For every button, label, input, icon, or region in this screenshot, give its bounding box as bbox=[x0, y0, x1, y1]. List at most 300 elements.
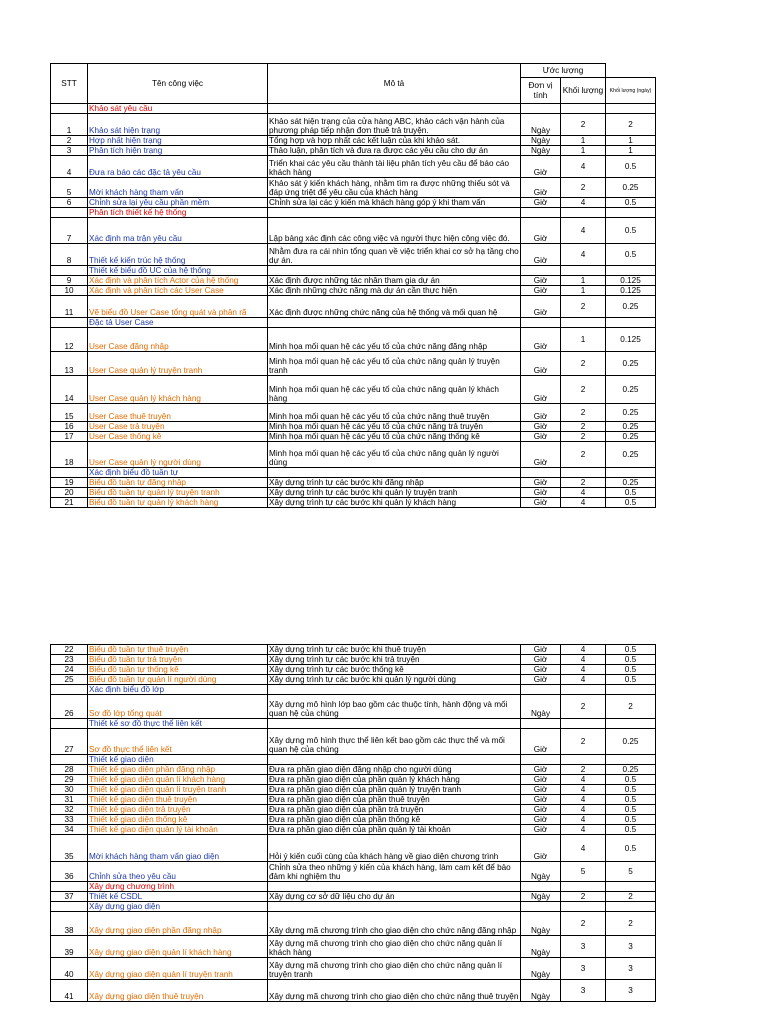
section-title: Xác định biểu đồ tuần tự bbox=[88, 468, 268, 478]
row-desc: Thảo luận, phân tích và đưa ra được các yêu cầu cho dự án bbox=[268, 146, 521, 156]
row-qty: 1 bbox=[561, 328, 606, 352]
row-qty: 2 bbox=[561, 695, 606, 719]
row-unit: Giờ bbox=[521, 835, 561, 862]
task-row bbox=[51, 244, 656, 266]
row-effort: 0.25 bbox=[606, 352, 656, 376]
row-qty: 2 bbox=[561, 765, 606, 775]
row-desc: Minh họa mối quan hệ các yếu tố của chức năng đăng nhập bbox=[268, 328, 521, 352]
section-row bbox=[51, 318, 656, 328]
row-qty bbox=[561, 882, 606, 892]
row-qty: 2 bbox=[561, 912, 606, 936]
row-effort: 0.25 bbox=[606, 432, 656, 442]
row-task: Sơ đồ lớp tổng quát bbox=[88, 695, 268, 719]
task-row bbox=[51, 815, 656, 825]
row-task: Đưa ra báo các đặc tả yêu cầu bbox=[88, 156, 268, 178]
row-desc: Hỏi ý kiến cuối cùng của khách hàng về giao diện chương trình bbox=[268, 835, 521, 862]
row-desc: Xây dựng mô hình lớp bao gồm các thuộc tính, hành động và mối quan hệ của chúng bbox=[268, 695, 521, 719]
row-qty: 2 bbox=[561, 376, 606, 404]
row-effort: 1 bbox=[606, 146, 656, 156]
row-unit: Giờ bbox=[521, 328, 561, 352]
row-stt: 37 bbox=[51, 892, 88, 902]
row-qty: 2 bbox=[561, 892, 606, 902]
row-qty bbox=[561, 755, 606, 765]
row-task: Biểu đồ tuần tự quản lý khách hàng bbox=[88, 498, 268, 508]
task-row bbox=[51, 276, 656, 286]
row-unit: Ngày bbox=[521, 862, 561, 882]
row-qty bbox=[561, 719, 606, 729]
row-stt: 28 bbox=[51, 765, 88, 775]
row-desc bbox=[268, 208, 521, 218]
section-row bbox=[51, 902, 656, 912]
row-unit: Giờ bbox=[521, 156, 561, 178]
row-unit: Ngày bbox=[521, 695, 561, 719]
row-stt bbox=[51, 208, 88, 218]
row-unit bbox=[521, 318, 561, 328]
row-qty bbox=[561, 468, 606, 478]
section-row bbox=[51, 208, 656, 218]
row-stt bbox=[51, 755, 88, 765]
task-row bbox=[51, 825, 656, 835]
task-row bbox=[51, 912, 656, 936]
row-effort: 0.25 bbox=[606, 178, 656, 198]
row-unit: Giờ bbox=[521, 286, 561, 296]
row-stt: 29 bbox=[51, 775, 88, 785]
row-unit bbox=[521, 208, 561, 218]
row-qty: 4 bbox=[561, 825, 606, 835]
row-qty: 2 bbox=[561, 442, 606, 468]
row-qty bbox=[561, 902, 606, 912]
row-task: Xác định và phân tích các User Case bbox=[88, 286, 268, 296]
row-qty bbox=[561, 685, 606, 695]
task-row bbox=[51, 862, 656, 882]
row-qty: 2 bbox=[561, 296, 606, 318]
row-stt: 3 bbox=[51, 146, 88, 156]
row-unit: Giờ bbox=[521, 432, 561, 442]
row-task: Biểu đồ tuần tự quản lí người dùng bbox=[88, 675, 268, 685]
section-row bbox=[51, 882, 656, 892]
row-unit: Giờ bbox=[521, 478, 561, 488]
row-task: Thiết kế giao diện quản lí truyện tranh bbox=[88, 785, 268, 795]
row-desc: Triển khai các yêu cầu thành tài liệu phân tích yêu cầu để báo cáo khách hàng bbox=[268, 156, 521, 178]
row-effort: 0.25 bbox=[606, 376, 656, 404]
row-desc: Tổng hợp và hợp nhất các kết luận của khi khảo sát. bbox=[268, 136, 521, 146]
row-stt bbox=[51, 318, 88, 328]
row-desc: Khảo sát ý kiến khách hàng, nhằm tìm ra được những thiếu sót và đáp ứng triệt để yêu cầu của khách hàng bbox=[268, 178, 521, 198]
row-stt: 6 bbox=[51, 198, 88, 208]
row-stt bbox=[51, 266, 88, 276]
row-task: User Case thuê truyện bbox=[88, 404, 268, 422]
row-unit: Giờ bbox=[521, 178, 561, 198]
row-task: Xây dựng giao diện phần đăng nhập bbox=[88, 912, 268, 936]
row-qty: 4 bbox=[561, 665, 606, 675]
row-unit: Giờ bbox=[521, 352, 561, 376]
task-row bbox=[51, 936, 656, 958]
row-qty: 2 bbox=[561, 114, 606, 136]
task-row bbox=[51, 156, 656, 178]
row-unit bbox=[521, 719, 561, 729]
row-desc: Minh họa mối quan hệ các yếu tố của chức năng quản lý khách hàng bbox=[268, 376, 521, 404]
row-task: User Case đăng nhập bbox=[88, 328, 268, 352]
row-effort: 0.25 bbox=[606, 729, 656, 755]
section-row bbox=[51, 755, 656, 765]
row-desc: Đưa ra phần giao diện của phần thống kê bbox=[268, 815, 521, 825]
task-row bbox=[51, 178, 656, 198]
row-qty: 2 bbox=[561, 352, 606, 376]
row-stt: 33 bbox=[51, 815, 88, 825]
row-qty: 4 bbox=[561, 198, 606, 208]
section-title: Xây dựng chương trình bbox=[88, 882, 268, 892]
estimate-table-part-1 bbox=[50, 63, 656, 508]
row-desc: Xây dựng trình tự các bước khi thuê truyện bbox=[268, 645, 521, 655]
row-effort: 0.5 bbox=[606, 835, 656, 862]
row-effort bbox=[606, 266, 656, 276]
row-qty: 2 bbox=[561, 478, 606, 488]
row-unit: Giờ bbox=[521, 276, 561, 286]
row-effort: 0.25 bbox=[606, 422, 656, 432]
row-stt: 15 bbox=[51, 404, 88, 422]
row-desc bbox=[268, 882, 521, 892]
section-row bbox=[51, 719, 656, 729]
row-stt: 22 bbox=[51, 645, 88, 655]
row-task: Biểu đồ tuần tự trả truyện bbox=[88, 655, 268, 665]
row-unit: Giờ bbox=[521, 729, 561, 755]
row-desc: Khảo sát hiện trạng của cửa hàng ABC, khảo cách vận hành của phương pháp tiếp nhận đơn thuê trả truyện. bbox=[268, 114, 521, 136]
task-row bbox=[51, 665, 656, 675]
row-desc: Xây dựng trình tự các bước khi quản lý truyện tranh bbox=[268, 488, 521, 498]
row-task: Xác định ma trận yêu cầu bbox=[88, 218, 268, 244]
row-desc bbox=[268, 902, 521, 912]
row-effort: 0.5 bbox=[606, 645, 656, 655]
section-title: Khảo sát yêu cầu bbox=[88, 104, 268, 114]
row-stt: 16 bbox=[51, 422, 88, 432]
row-desc: Xây dựng mô hình thực thể liên kết bao gồm các thực thể và mối quan hệ của chúng bbox=[268, 729, 521, 755]
row-qty: 4 bbox=[561, 795, 606, 805]
row-unit bbox=[521, 685, 561, 695]
row-desc: Minh họa mối quan hệ các yếu tố của chức năng thuê truyện bbox=[268, 404, 521, 422]
row-task: User Case trả truyện bbox=[88, 422, 268, 432]
task-row bbox=[51, 478, 656, 488]
row-task: User Case thống kê bbox=[88, 432, 268, 442]
row-effort: 0.25 bbox=[606, 296, 656, 318]
row-unit bbox=[521, 902, 561, 912]
row-qty: 4 bbox=[561, 835, 606, 862]
row-qty bbox=[561, 208, 606, 218]
row-task: Thiết kế giao diện thống kê bbox=[88, 815, 268, 825]
row-effort: 0.5 bbox=[606, 785, 656, 795]
row-desc: Nhằm đưa ra cái nhìn tổng quan về việc triển khai cơ sở hạ tầng cho dự án. bbox=[268, 244, 521, 266]
section-row bbox=[51, 685, 656, 695]
row-desc: Xây dựng trình tự các bước khi quản lý người dùng bbox=[268, 675, 521, 685]
estimate-table-part-2 bbox=[50, 644, 656, 1002]
row-effort: 5 bbox=[606, 862, 656, 882]
task-row bbox=[51, 286, 656, 296]
task-row bbox=[51, 892, 656, 902]
row-unit: Giờ bbox=[521, 815, 561, 825]
row-effort: 2 bbox=[606, 695, 656, 719]
row-qty bbox=[561, 266, 606, 276]
row-unit: Ngày bbox=[521, 892, 561, 902]
row-qty: 2 bbox=[561, 432, 606, 442]
row-stt: 13 bbox=[51, 352, 88, 376]
row-unit: Giờ bbox=[521, 645, 561, 655]
row-qty: 1 bbox=[561, 136, 606, 146]
row-stt: 21 bbox=[51, 498, 88, 508]
row-stt: 5 bbox=[51, 178, 88, 198]
row-effort: 0.5 bbox=[606, 805, 656, 815]
row-desc bbox=[268, 755, 521, 765]
row-desc bbox=[268, 468, 521, 478]
row-stt: 26 bbox=[51, 695, 88, 719]
row-unit: Giờ bbox=[521, 785, 561, 795]
row-unit: Giờ bbox=[521, 805, 561, 815]
row-stt: 36 bbox=[51, 862, 88, 882]
row-effort bbox=[606, 755, 656, 765]
row-stt: 4 bbox=[51, 156, 88, 178]
row-stt: 31 bbox=[51, 795, 88, 805]
row-qty: 4 bbox=[561, 805, 606, 815]
row-stt bbox=[51, 882, 88, 892]
row-effort bbox=[606, 902, 656, 912]
section-row bbox=[51, 104, 656, 114]
task-row bbox=[51, 980, 656, 1002]
row-qty: 4 bbox=[561, 244, 606, 266]
task-row bbox=[51, 136, 656, 146]
row-effort bbox=[606, 318, 656, 328]
row-qty bbox=[561, 104, 606, 114]
row-stt: 34 bbox=[51, 825, 88, 835]
row-desc: Xác định được những chức năng của hệ thống và mối quan hệ bbox=[268, 296, 521, 318]
row-unit bbox=[521, 104, 561, 114]
row-qty: 4 bbox=[561, 498, 606, 508]
task-row bbox=[51, 498, 656, 508]
row-unit: Ngày bbox=[521, 114, 561, 136]
row-desc bbox=[268, 104, 521, 114]
row-stt bbox=[51, 902, 88, 912]
task-row bbox=[51, 655, 656, 665]
row-effort: 2 bbox=[606, 912, 656, 936]
row-task: Thiết kế CSDL bbox=[88, 892, 268, 902]
row-stt bbox=[51, 719, 88, 729]
row-unit: Giờ bbox=[521, 655, 561, 665]
section-row bbox=[51, 468, 656, 478]
row-desc bbox=[268, 318, 521, 328]
row-effort: 0.5 bbox=[606, 815, 656, 825]
task-row bbox=[51, 328, 656, 352]
row-stt: 39 bbox=[51, 936, 88, 958]
row-effort bbox=[606, 685, 656, 695]
row-task: Xây dựng giao diện quản lí truyện tranh bbox=[88, 958, 268, 980]
row-task: Xây dựng giao diện thuê truyện bbox=[88, 980, 268, 1002]
row-effort bbox=[606, 468, 656, 478]
row-task: Sơ đồ thực thể liên kết bbox=[88, 729, 268, 755]
row-unit: Ngày bbox=[521, 936, 561, 958]
row-desc: Xây dựng cơ sở dữ liệu cho dự án bbox=[268, 892, 521, 902]
row-desc: Xây dựng trình tự các bước khi trả truyện bbox=[268, 655, 521, 665]
row-task: Thiết kế giao diện thuê truyện bbox=[88, 795, 268, 805]
task-row bbox=[51, 675, 656, 685]
row-task: Biểu đồ tuần tự thuê truyện bbox=[88, 645, 268, 655]
row-desc: Xây dựng mã chương trình cho giao diện cho chức năng đăng nhập bbox=[268, 912, 521, 936]
row-desc: Xây dựng mã chương trình cho giao diện cho chức năng thuê truyện bbox=[268, 980, 521, 1002]
row-unit: Giờ bbox=[521, 488, 561, 498]
row-qty: 2 bbox=[561, 404, 606, 422]
row-unit: Giờ bbox=[521, 442, 561, 468]
row-desc: Xây dựng mã chương trình cho giao diện cho chức năng quản lí truyện tranh bbox=[268, 958, 521, 980]
row-effort: 1 bbox=[606, 136, 656, 146]
row-desc: Minh họa mối quan hệ các yếu tố của chức năng thống kê bbox=[268, 432, 521, 442]
row-effort: 0.5 bbox=[606, 795, 656, 805]
task-row bbox=[51, 114, 656, 136]
row-qty: 4 bbox=[561, 785, 606, 795]
task-row bbox=[51, 729, 656, 755]
row-desc: Chỉnh sửa lại các ý kiến mà khách hàng góp ý khi tham vấn bbox=[268, 198, 521, 208]
row-qty: 3 bbox=[561, 980, 606, 1002]
task-row bbox=[51, 805, 656, 815]
task-row bbox=[51, 645, 656, 655]
row-effort: 0.125 bbox=[606, 286, 656, 296]
row-task: Thiết kế giao diện trả truyện bbox=[88, 805, 268, 815]
row-effort: 0.25 bbox=[606, 478, 656, 488]
row-qty: 4 bbox=[561, 815, 606, 825]
task-row bbox=[51, 432, 656, 442]
row-effort: 3 bbox=[606, 980, 656, 1002]
header-quantity: Khối lượng bbox=[561, 78, 606, 104]
row-unit bbox=[521, 882, 561, 892]
row-stt: 8 bbox=[51, 244, 88, 266]
row-desc: Đưa ra phần giao diện của phần quản lý khách hàng bbox=[268, 775, 521, 785]
task-row bbox=[51, 376, 656, 404]
row-qty bbox=[561, 318, 606, 328]
row-qty: 4 bbox=[561, 775, 606, 785]
row-effort: 2 bbox=[606, 892, 656, 902]
row-task: User Case quản lý khách hàng bbox=[88, 376, 268, 404]
row-stt: 20 bbox=[51, 488, 88, 498]
row-unit bbox=[521, 468, 561, 478]
row-qty: 4 bbox=[561, 488, 606, 498]
row-effort: 0.5 bbox=[606, 675, 656, 685]
row-effort: 0.5 bbox=[606, 156, 656, 178]
row-stt: 38 bbox=[51, 912, 88, 936]
row-stt bbox=[51, 104, 88, 114]
row-qty: 1 bbox=[561, 276, 606, 286]
row-unit: Giờ bbox=[521, 775, 561, 785]
row-stt: 35 bbox=[51, 835, 88, 862]
row-task: Xác định và phân tích Actor của hệ thống bbox=[88, 276, 268, 286]
row-stt: 32 bbox=[51, 805, 88, 815]
row-desc: Xây dựng trình tự các bước thống kê bbox=[268, 665, 521, 675]
row-unit: Giờ bbox=[521, 376, 561, 404]
row-unit: Ngày bbox=[521, 958, 561, 980]
row-stt: 2 bbox=[51, 136, 88, 146]
row-desc bbox=[268, 719, 521, 729]
row-unit: Ngày bbox=[521, 980, 561, 1002]
row-qty: 5 bbox=[561, 862, 606, 882]
row-effort: 2 bbox=[606, 114, 656, 136]
row-desc: Đưa ra phần giao diện của phần quản lý truyện tranh bbox=[268, 785, 521, 795]
row-unit: Giờ bbox=[521, 296, 561, 318]
row-stt bbox=[51, 468, 88, 478]
row-qty: 4 bbox=[561, 655, 606, 665]
row-stt: 12 bbox=[51, 328, 88, 352]
section-row bbox=[51, 266, 656, 276]
row-effort bbox=[606, 208, 656, 218]
header-desc: Mô tả bbox=[268, 64, 521, 104]
row-qty: 4 bbox=[561, 645, 606, 655]
row-stt: 7 bbox=[51, 218, 88, 244]
row-unit: Giờ bbox=[521, 675, 561, 685]
row-effort: 0.125 bbox=[606, 276, 656, 286]
row-unit bbox=[521, 266, 561, 276]
row-stt: 10 bbox=[51, 286, 88, 296]
row-unit: Ngày bbox=[521, 912, 561, 936]
row-unit: Giờ bbox=[521, 404, 561, 422]
header-estimate-group: Ước lượng bbox=[521, 64, 606, 78]
row-qty: 1 bbox=[561, 146, 606, 156]
row-task: Biểu đồ tuần tự quản lý truyện tranh bbox=[88, 488, 268, 498]
row-unit: Ngày bbox=[521, 146, 561, 156]
task-row bbox=[51, 218, 656, 244]
task-row bbox=[51, 146, 656, 156]
task-row bbox=[51, 404, 656, 422]
header-row-1 bbox=[51, 64, 656, 78]
row-effort: 0.5 bbox=[606, 498, 656, 508]
row-desc: Xây dựng trình tự các bước khi đăng nhập bbox=[268, 478, 521, 488]
row-unit: Giờ bbox=[521, 422, 561, 432]
row-desc: Đưa ra phần giao diện của phần quản lý tài khoản bbox=[268, 825, 521, 835]
row-effort bbox=[606, 104, 656, 114]
row-qty: 4 bbox=[561, 218, 606, 244]
row-desc: Xác định được những tác nhân tham gia dự án bbox=[268, 276, 521, 286]
row-unit: Giờ bbox=[521, 795, 561, 805]
row-task: User Case quản lý người dùng bbox=[88, 442, 268, 468]
row-stt: 40 bbox=[51, 958, 88, 980]
row-task: Phân tích hiện trạng bbox=[88, 146, 268, 156]
row-stt: 24 bbox=[51, 665, 88, 675]
header-stt: STT bbox=[51, 64, 88, 104]
row-task: Vẽ biểu đồ User Case tổng quát và phân rã bbox=[88, 296, 268, 318]
row-desc: Lập bảng xác định các công việc và người thực hiện công việc đó. bbox=[268, 218, 521, 244]
row-desc: Minh họa mối quan hệ các yếu tố của chức năng quản lý truyện tranh bbox=[268, 352, 521, 376]
row-desc: Minh họa mối quan hệ các yếu tố của chức năng quản lý người dùng bbox=[268, 442, 521, 468]
row-qty: 2 bbox=[561, 422, 606, 432]
row-unit: Giờ bbox=[521, 198, 561, 208]
row-task: Mời khách hàng tham vấn giao diện bbox=[88, 835, 268, 862]
row-desc: Minh họa mối quan hệ các yếu tố của chức năng trả truyện bbox=[268, 422, 521, 432]
row-stt: 19 bbox=[51, 478, 88, 488]
row-unit: Giờ bbox=[521, 218, 561, 244]
row-qty: 1 bbox=[561, 286, 606, 296]
row-qty: 2 bbox=[561, 178, 606, 198]
task-row bbox=[51, 765, 656, 775]
section-title: Phân tích thiết kế hệ thống bbox=[88, 208, 268, 218]
row-unit: Giờ bbox=[521, 665, 561, 675]
row-stt: 9 bbox=[51, 276, 88, 286]
row-stt: 27 bbox=[51, 729, 88, 755]
row-desc: Xây dựng trình tự các bước khi quản lý khách hàng bbox=[268, 498, 521, 508]
row-stt: 1 bbox=[51, 114, 88, 136]
row-unit: Ngày bbox=[521, 136, 561, 146]
task-row bbox=[51, 835, 656, 862]
row-task: User Case quản lý truyện tranh bbox=[88, 352, 268, 376]
row-task: Khảo sát hiện trạng bbox=[88, 114, 268, 136]
row-task: Thiết kế giao diện quản lí khách hàng bbox=[88, 775, 268, 785]
row-stt: 30 bbox=[51, 785, 88, 795]
row-effort: 0.25 bbox=[606, 442, 656, 468]
row-qty: 2 bbox=[561, 729, 606, 755]
row-desc bbox=[268, 266, 521, 276]
row-effort: 0.125 bbox=[606, 328, 656, 352]
row-task: Mời khách hàng tham vấn bbox=[88, 178, 268, 198]
